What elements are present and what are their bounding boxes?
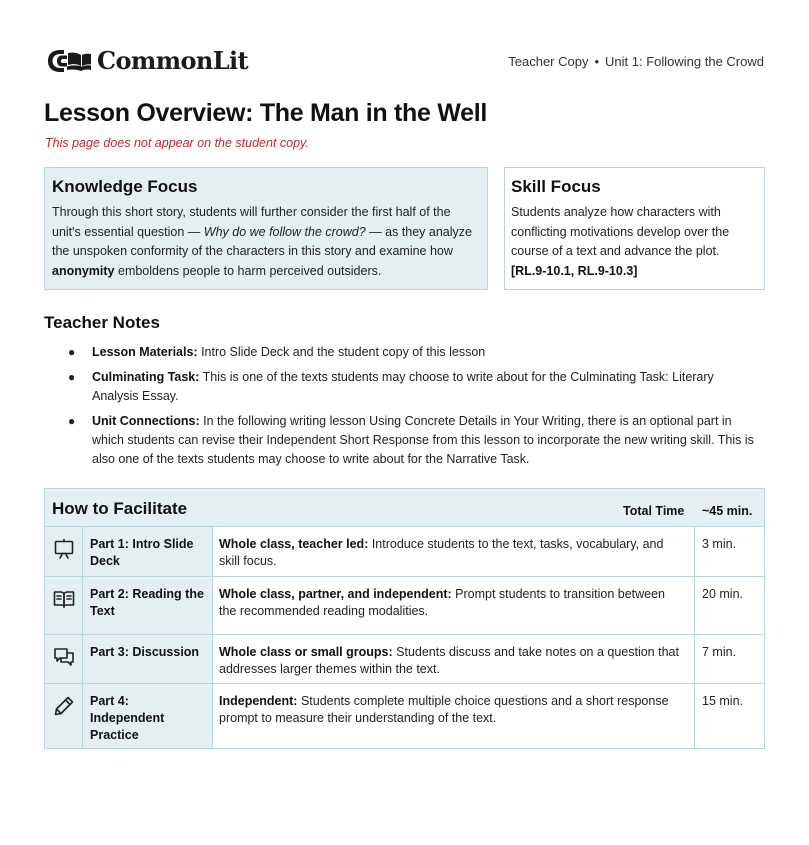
student-copy-disclaimer: This page does not appear on the student copy.	[45, 136, 309, 150]
bullet-icon: ●	[68, 370, 76, 384]
part-mode: Independent:	[219, 694, 298, 708]
note-text: This is one of the texts students may choose to write about for the Culminating Task: Literary Analysis Essay.	[92, 370, 714, 403]
teacher-notes-heading: Teacher Notes	[44, 313, 160, 332]
table-row	[45, 577, 764, 635]
note-label: Culminating Task:	[92, 370, 200, 384]
total-time-value: ~45 min.	[702, 504, 753, 518]
skill-standards: [RL.9-10.1, RL.9-10.3]	[511, 263, 638, 278]
teacher-notes-list	[68, 343, 758, 475]
page-header	[46, 46, 764, 76]
part-description	[213, 684, 695, 748]
pencil-icon	[45, 684, 83, 748]
part-description	[213, 635, 695, 683]
facilitate-header	[45, 489, 764, 527]
part-name: Part 2: Reading the Text	[83, 577, 213, 634]
part-time: 20 min.	[702, 587, 743, 601]
part-name: Part 3: Discussion	[83, 635, 213, 683]
presentation-icon	[45, 527, 83, 576]
part-desc-text: Prompt students to transition between the recommended reading modalities.	[219, 587, 665, 618]
note-label: Unit Connections:	[92, 414, 200, 428]
part-mode: Whole class or small groups:	[219, 645, 393, 659]
emphasized-term: anonymity	[52, 263, 115, 278]
list-item	[68, 412, 758, 469]
table-row	[45, 527, 764, 577]
copy-label: Teacher Copy	[508, 54, 589, 69]
part-description	[213, 527, 695, 576]
header-separator: •	[594, 54, 600, 69]
part-description	[213, 577, 695, 634]
skill-focus-box	[504, 167, 765, 290]
page-title: Lesson Overview: The Man in the Well	[44, 99, 488, 127]
logo-wordmark: CommonLit	[97, 46, 249, 75]
knowledge-focus-box	[44, 167, 488, 290]
header-meta	[508, 54, 764, 69]
skill-focus-text	[511, 203, 758, 281]
facilitate-table	[44, 488, 765, 749]
part-mode: Whole class, teacher led:	[219, 537, 369, 551]
table-row	[45, 635, 764, 684]
list-item	[68, 343, 758, 362]
part-desc-text: Students complete multiple choice questions and a short response prompt to measure their understanding of the text.	[219, 694, 669, 725]
table-row	[45, 684, 764, 748]
note-text: Intro Slide Deck and the student copy of this lesson	[197, 345, 486, 359]
part-desc-text: Students discuss and take notes on a question that addresses larger themes within the text.	[219, 645, 679, 676]
book-icon	[45, 577, 83, 634]
knowledge-focus-heading: Knowledge Focus	[52, 177, 198, 196]
unit-label: Unit 1: Following the Crowd	[605, 54, 764, 69]
bullet-icon: ●	[68, 414, 76, 428]
note-text: In the following writing lesson Using Concrete Details in Your Writing, there is an optional part in which students can revise their Independent Short Response from this lesson to incorporate the new writing skill. This is also one of the texts students may choose to write about for the Narrative Task.	[92, 414, 754, 466]
chat-bubbles-icon	[45, 635, 83, 683]
total-time-label: Total Time	[623, 504, 685, 518]
part-name: Part 1: Intro Slide Deck	[83, 527, 213, 576]
knowledge-text-part: emboldens people to harm perceived outsiders.	[114, 263, 382, 278]
knowledge-focus-text	[52, 203, 480, 281]
commonlit-logo	[46, 47, 248, 75]
essential-question: Why do we follow the crowd?	[203, 224, 366, 239]
part-time: 15 min.	[702, 694, 743, 708]
part-time: 7 min.	[702, 645, 737, 659]
note-label: Lesson Materials:	[92, 345, 198, 359]
knowledge-text-part: Through this short story, students will further consider the first half of the unit's essential question —	[52, 205, 451, 239]
knowledge-text-part: — as they analyze the unspoken conformity of the characters in this story and examine how	[52, 224, 472, 258]
part-desc-text: Introduce students to the text, tasks, vocabulary, and skill focus.	[219, 537, 664, 568]
skill-focus-heading: Skill Focus	[511, 177, 601, 196]
bullet-icon: ●	[68, 345, 76, 359]
skill-focus-description: Students analyze how characters with conflicting motivations develop over the course of a text and advance the plot.	[511, 205, 730, 258]
commonlit-logo-icon	[46, 49, 92, 73]
facilitate-heading: How to Facilitate	[52, 499, 188, 518]
part-name: Part 4: Independent Practice	[83, 684, 213, 748]
part-time: 3 min.	[702, 537, 737, 551]
part-mode: Whole class, partner, and independent:	[219, 587, 452, 601]
list-item	[68, 368, 758, 406]
